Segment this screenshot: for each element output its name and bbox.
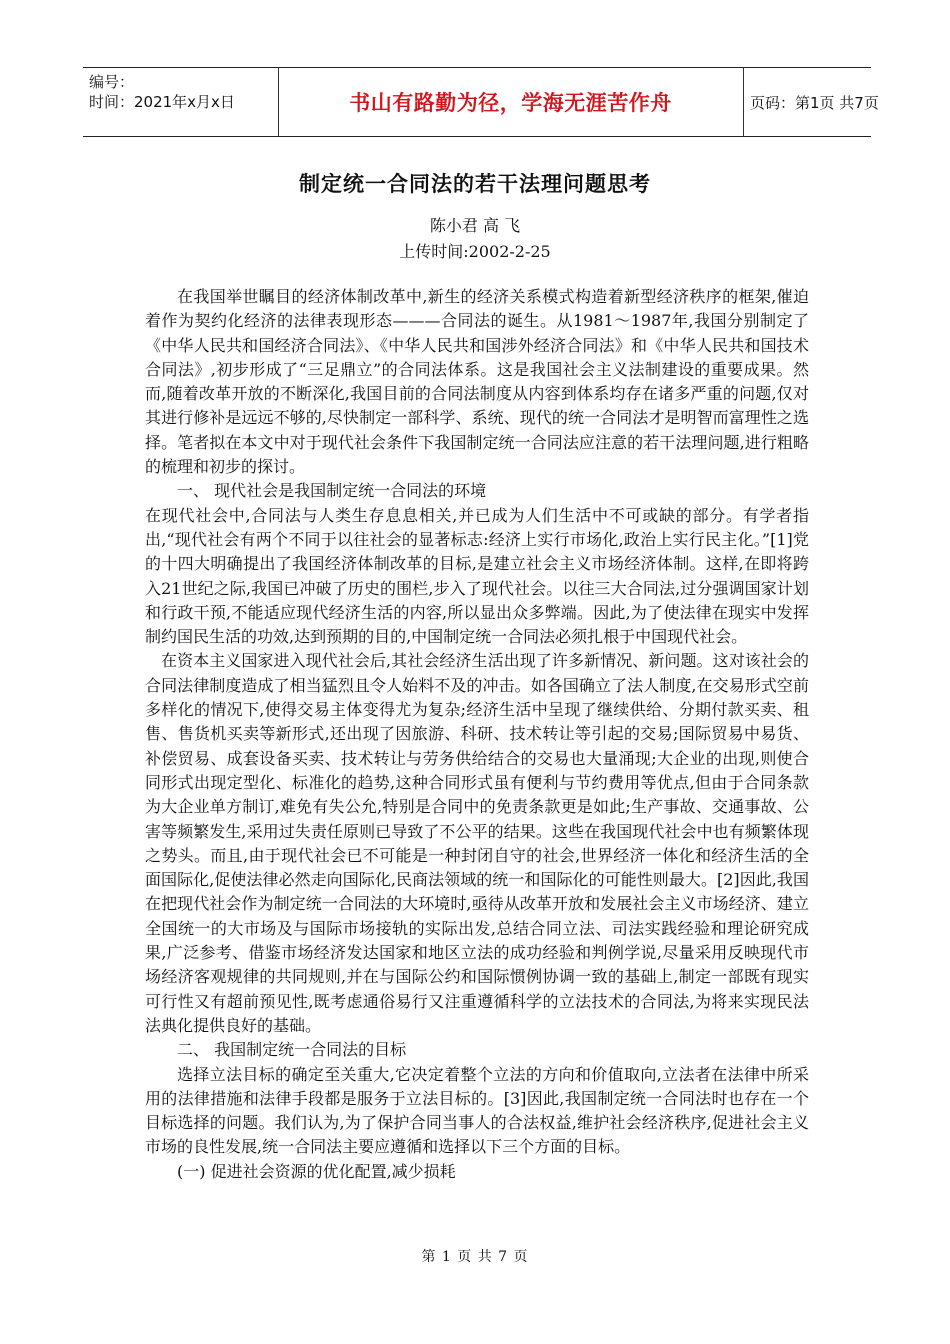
paragraph: 选择立法目标的确定至关重大,它决定着整个立法的方向和价值取向,立法者在法律中所采用的法律措施和法律手段都是服务于立法目标的。[3]因此,我国制定统一合同法时也存在一个目标选择的问题。我们认为,为了保护合同当事人的合法权益,维护社会经济秩序,促进社会主义市场的良性发展,统一合同法主要应遵循和选择以下三个方面的目标。 — [145, 1064, 809, 1157]
article-authors: 陈小君 高 飞 — [429, 216, 521, 235]
paragraph-intro: 在我国举世瞩目的经济体制改革中,新生的经济关系模式构造着新型经济秩序的框架,催迫着作为契约化经济的法律表现形态———合同法的诞生。从1981～1987年,我国分别制定了《中华人民共和国经济合同法》、《中华人民共和国涉外经济合同法》和《中华人民共和国技术合同法》,初步形成了“三足鼎立”的合同法体系。这是我国社会主义法制建设的重要成果。然而,随着改革开放的不断深化,我国目前的合同法制度从内容到体系均存在诸多严重的问题,仅对其进行修补是远远不够的,尽快制定一部科学、系统、现代的统一合同法才是明智而富理性之选择。笔者拟在本文中对于现代社会条件下我国制定统一合同法应注意的若干法理问题,进行粗略的梳理和初步的探讨。 — [145, 287, 809, 477]
header-motto-cell — [278, 68, 744, 136]
date-line: 时间：2021年x月x日 — [89, 93, 235, 111]
header-page-cell — [744, 68, 879, 136]
section-heading-2: 二、 我国制定统一合同法的目标 — [177, 1040, 407, 1060]
article-body — [145, 285, 809, 1184]
header-meta-cell — [83, 68, 279, 136]
number-label: 编号： — [89, 73, 135, 91]
document-header — [83, 67, 879, 137]
paragraph: 在资本主义国家进入现代社会后,其社会经济生活出现了许多新情况、新问题。这对该社会的合同法律制度造成了相当猛烈且令人始料不及的冲击。如各国确立了法人制度,在交易形式空前多样化的情况下,使得交易主体变得尤为复杂;经济生活中呈现了继续供给、分期付款买卖、租售、售货机买卖等新形式,还出现了因旅游、科研、技术转让等引起的交易;国际贸易中易货、补偿贸易、成套设备买卖、技术转让与劳务供给结合的交易也大量涌现;大企业的出现,则使合同形式出现定型化、标准化的趋势,这种合同形式虽有便利与节约费用等优点,但由于合同条款为大企业单方制订,难免有失公允,特别是合同中的免责条款更是如此;生产事故、交通事故、公害等频繁发生,采用过失责任原则已导致了不公平的结果。这些在我国现代社会中也有频繁体现之势头。而且,由于现代社会已不可能是一种封闭自守的社会,世界经济一体化和经济生活的全面国际化,促使法律必然走向国际化,民商法领域的统一和国际化的可能性则最大。[2]因此,我国在把现代社会作为制定统一合同法的大环境时,亟待从改革开放和发展社会主义市场经济、建立全国统一的大市场及与国际市场接轨的实际出发,总结合同立法、司法实践经验和理论研究成果,广泛参考、借鉴市场经济发达国家和地区立法的成功经验和判例学说,尽量采用反映现代市场经济客观规律的共同规则,并在与国际公约和国际惯例协调一致的基础上,制定一部既有现实可行性又有超前预见性,既考虑通俗易行又注重遵循科学的立法技术的合同法,为将来实现民法法典化提供良好的基础。 — [145, 651, 809, 1035]
page-info: 页码：第1页 共7页 — [750, 93, 879, 112]
section-heading-1: 一、 现代社会是我国制定统一合同法的环境 — [177, 481, 487, 501]
article-title: 制定统一合同法的若干法理问题思考 — [299, 171, 651, 196]
upload-time: 上传时间:2002-2-25 — [399, 242, 551, 261]
paragraph: 在现代社会中,合同法与人类生存息息相关,并已成为人们生活中不可或缺的部分。有学者指出,“现代社会有两个不同于以往社会的显著标志:经济上实行市场化,政治上实行民主化。”[1]党的十四大明确提出了我国经济体制改革的目标,是建立社会主义市场经济体制。这样,在即将跨入21世纪之际,我国已冲破了历史的围栏,步入了现代社会。以往三大合同法,过分强调国家计划和行政干预,不能适应现代经济生活的内容,所以显出众多弊端。因此,为了使法律在现实中发挥制约国民生活的功效,达到预期的目的,中国制定统一合同法必须扎根于中国现代社会。 — [145, 505, 809, 647]
subsection-heading: (一) 促进社会资源的优化配置,减少损耗 — [177, 1161, 456, 1181]
motto: 书山有路勤为径，学海无涯苦作舟 — [349, 91, 672, 115]
page-footer: 第 1 页 共 7 页 — [421, 1249, 529, 1265]
